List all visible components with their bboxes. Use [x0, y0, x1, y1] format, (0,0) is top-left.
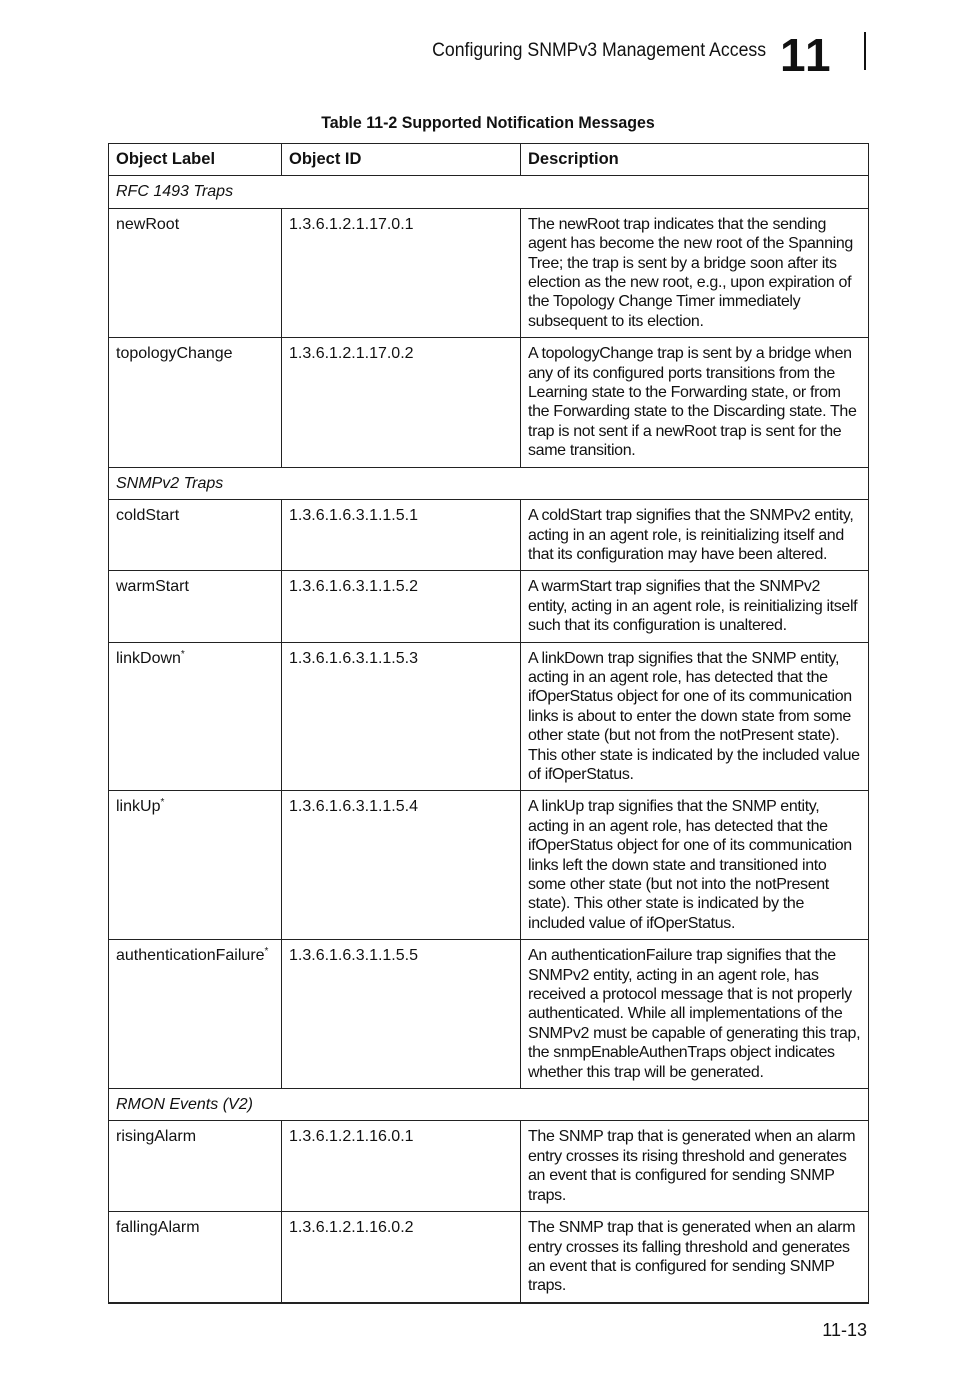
notification-table	[108, 143, 869, 1304]
table-row	[109, 571, 869, 642]
page-header	[0, 29, 954, 81]
object-label-cell	[109, 1121, 282, 1212]
table-row	[109, 940, 869, 1089]
chapter-rule	[864, 32, 866, 70]
footnote-marker: *	[180, 648, 185, 660]
section-label: SNMPv2 Traps	[109, 467, 869, 499]
section-row	[109, 467, 869, 499]
description: A warmStart trap signifies that the SNMPv2 entity, acting in an agent role, is reinitializing itself such that its configuration is unaltered.	[521, 571, 869, 642]
chapter-number: 11	[780, 29, 833, 81]
table-row	[109, 1212, 869, 1303]
object-id: 1.3.6.1.6.3.1.1.5.2	[282, 571, 521, 642]
object-label: fallingAlarm	[116, 1219, 200, 1237]
table-body	[109, 176, 869, 1303]
object-label-cell	[109, 940, 282, 1089]
object-label: newRoot	[116, 215, 180, 233]
object-label: coldStart	[116, 507, 180, 525]
table-row	[109, 338, 869, 467]
table-row	[109, 642, 869, 791]
table-row	[109, 208, 869, 337]
page-number: 11-13	[822, 1320, 867, 1340]
section-row	[109, 176, 869, 208]
object-label: linkDown	[116, 649, 181, 667]
footnote-marker: *	[264, 946, 269, 958]
description: The newRoot trap indicates that the sending agent has become the new root of the Spanning Tree; the trap is sent by a bridge soon after its election as the new root, e.g., upon expiration of the Topology Change Timer immediately subsequent to its election.	[521, 208, 869, 337]
table-caption: Table 11-2 Supported Notification Messages	[321, 113, 655, 132]
description: A linkUp trap signifies that the SNMP entity, acting in an agent role, has detected that the ifOperStatus object for one of its communication links left the down state and transitioned into some other state (but not into the notPresent state). This other state is indicated by the included value of ifOperStatus.	[521, 791, 869, 940]
table-row	[109, 791, 869, 940]
description: A coldStart trap signifies that the SNMPv2 entity, acting in an agent role, is reinitializing itself and that its configuration may have been altered.	[521, 500, 869, 571]
object-id: 1.3.6.1.6.3.1.1.5.1	[282, 500, 521, 571]
table-row	[109, 500, 869, 571]
object-label-cell	[109, 1212, 282, 1303]
object-label: authenticationFailure	[116, 947, 265, 965]
object-label-cell	[109, 642, 282, 791]
description: An authenticationFailure trap signifies that the SNMPv2 entity, acting in an agent role, has received a protocol message that is not properly authenticated. While all implementations of the SNMPv2 must be capable of generating this trap, the snmpEnableAuthenTraps object indicates whether this trap will be generated.	[521, 940, 869, 1089]
section-label: RFC 1493 Traps	[109, 176, 869, 208]
object-label-cell	[109, 500, 282, 571]
object-label: risingAlarm	[116, 1128, 197, 1146]
description: The SNMP trap that is generated when an alarm entry crosses its rising threshold and generates an event that is configured for sending SNMP traps.	[521, 1121, 869, 1212]
object-id: 1.3.6.1.2.1.17.0.2	[282, 338, 521, 467]
chapter-title: Configuring SNMPv3 Management Access	[432, 40, 766, 61]
column-header-description: Description	[521, 144, 869, 176]
object-id: 1.3.6.1.2.1.17.0.1	[282, 208, 521, 337]
object-id: 1.3.6.1.6.3.1.1.5.3	[282, 642, 521, 791]
object-label-cell	[109, 338, 282, 467]
object-label-cell	[109, 208, 282, 337]
object-id: 1.3.6.1.6.3.1.1.5.5	[282, 940, 521, 1089]
column-header-object-id: Object ID	[282, 144, 521, 176]
object-label-cell	[109, 791, 282, 940]
footnote-marker: *	[160, 797, 165, 809]
object-label: linkUp	[116, 798, 161, 816]
table-row	[109, 1121, 869, 1212]
section-label: RMON Events (V2)	[109, 1089, 869, 1121]
object-id: 1.3.6.1.2.1.16.0.1	[282, 1121, 521, 1212]
column-header-object-label: Object Label	[109, 144, 282, 176]
object-label: topologyChange	[116, 345, 233, 363]
description: The SNMP trap that is generated when an alarm entry crosses its falling threshold and generates an event that is configured for sending SNMP traps.	[521, 1212, 869, 1303]
object-label-cell	[109, 571, 282, 642]
object-id: 1.3.6.1.2.1.16.0.2	[282, 1212, 521, 1303]
table-header-row	[109, 144, 869, 176]
object-label: warmStart	[116, 578, 189, 596]
object-id: 1.3.6.1.6.3.1.1.5.4	[282, 791, 521, 940]
section-row	[109, 1089, 869, 1121]
description: A topologyChange trap is sent by a bridge when any of its configured ports transitions from the Learning state to the Forwarding state, or from the Forwarding state to the Discarding state. The trap is not sent if a newRoot trap is sent for the same transition.	[521, 338, 869, 467]
description: A linkDown trap signifies that the SNMP entity, acting in an agent role, has detected that the ifOperStatus object for one of its communication links is about to enter the down state from some other state (but not from the notPresent state). This other state is indicated by the included value of ifOperStatus.	[521, 642, 869, 791]
